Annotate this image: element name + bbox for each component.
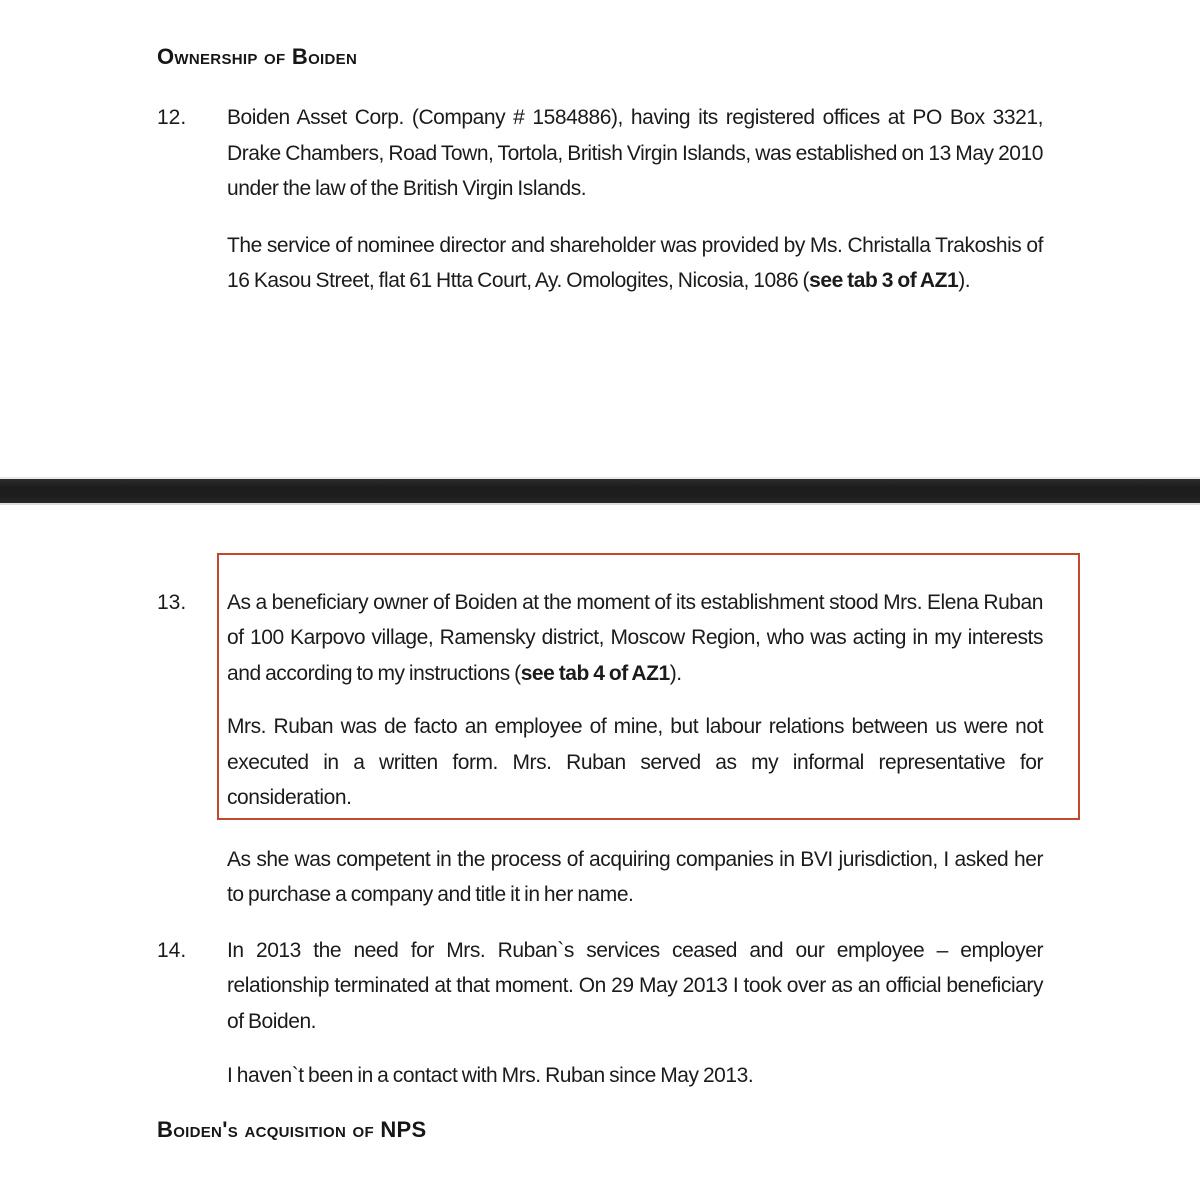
paragraph-13-bold-reference: see tab 4 of AZ1 [520,661,670,685]
paragraph-13c-text: As she was competent in the process of acquiring companies in BVI jurisdiction, I asked her to purchase a company and title it in her name. [227,847,1043,906]
paragraph-14-text: In 2013 the need for Mrs. Ruban`s services ceased and our employee – employer relationship terminated at that moment. On 29 May 2013 I took over as an official beneficiary of Boiden. [227,938,1043,1033]
paragraph-14 [157,933,1043,1040]
paragraph-12b [157,228,1043,299]
paragraph-13-after: ). [669,661,682,685]
highlight-box [217,553,1080,820]
paragraph-13-text [227,585,1043,692]
document-page [0,44,1200,1143]
paragraph-14b-text: I haven`t been in a contact with Mrs. Ruban since May 2013. [227,1064,754,1087]
paragraph-12 [157,100,1043,207]
paragraph-12b-bold-reference: see tab 3 of AZ1 [809,269,959,292]
paragraph-13c [157,842,1043,913]
paragraph-14-number: 14. [157,938,187,962]
paragraph-12-number: 12. [157,106,187,129]
paragraph-13b-text: Mrs. Ruban was de facto an employee of mine, but labour relations between us were not executed in a written form. Mrs. Ruban served as my informal representative for consideration. [227,715,1043,809]
section-heading-acquisition: Boiden's acquisition of NPS [157,1116,427,1142]
paragraph-12b-text [227,228,1043,299]
paragraph-13 [157,553,1043,820]
paragraph-14b [157,1058,1043,1094]
paragraph-13-number: 13. [157,590,187,614]
section-heading-ownership: Ownership of Boiden [157,44,358,69]
paragraph-12b-before: The service of nominee director and shareholder was provided by Ms. Christalla Trakoshis of 16 Kasou Street, flat 61 Htta Court, Ay. Omologites, Nicosia, 1086 ( [227,233,1043,292]
paragraph-13-before: As a beneficiary owner of Boiden at the moment of its establishment stood Mrs. Elena Ruban of 100 Karpovo village, Ramensky district, Moscow Region, who was acting in my interests and according to my instructions ( [227,590,1043,685]
paragraph-12b-after: ). [958,269,971,292]
page-divider [0,477,1200,505]
paragraph-12-text: Boiden Asset Corp. (Company # 1584886), having its registered offices at PO Box 3321, Drake Chambers, Road Town, Tortola, British Virgin Islands, was established on 13 May 2010 under the law of the British Virgin Islands. [227,106,1043,200]
